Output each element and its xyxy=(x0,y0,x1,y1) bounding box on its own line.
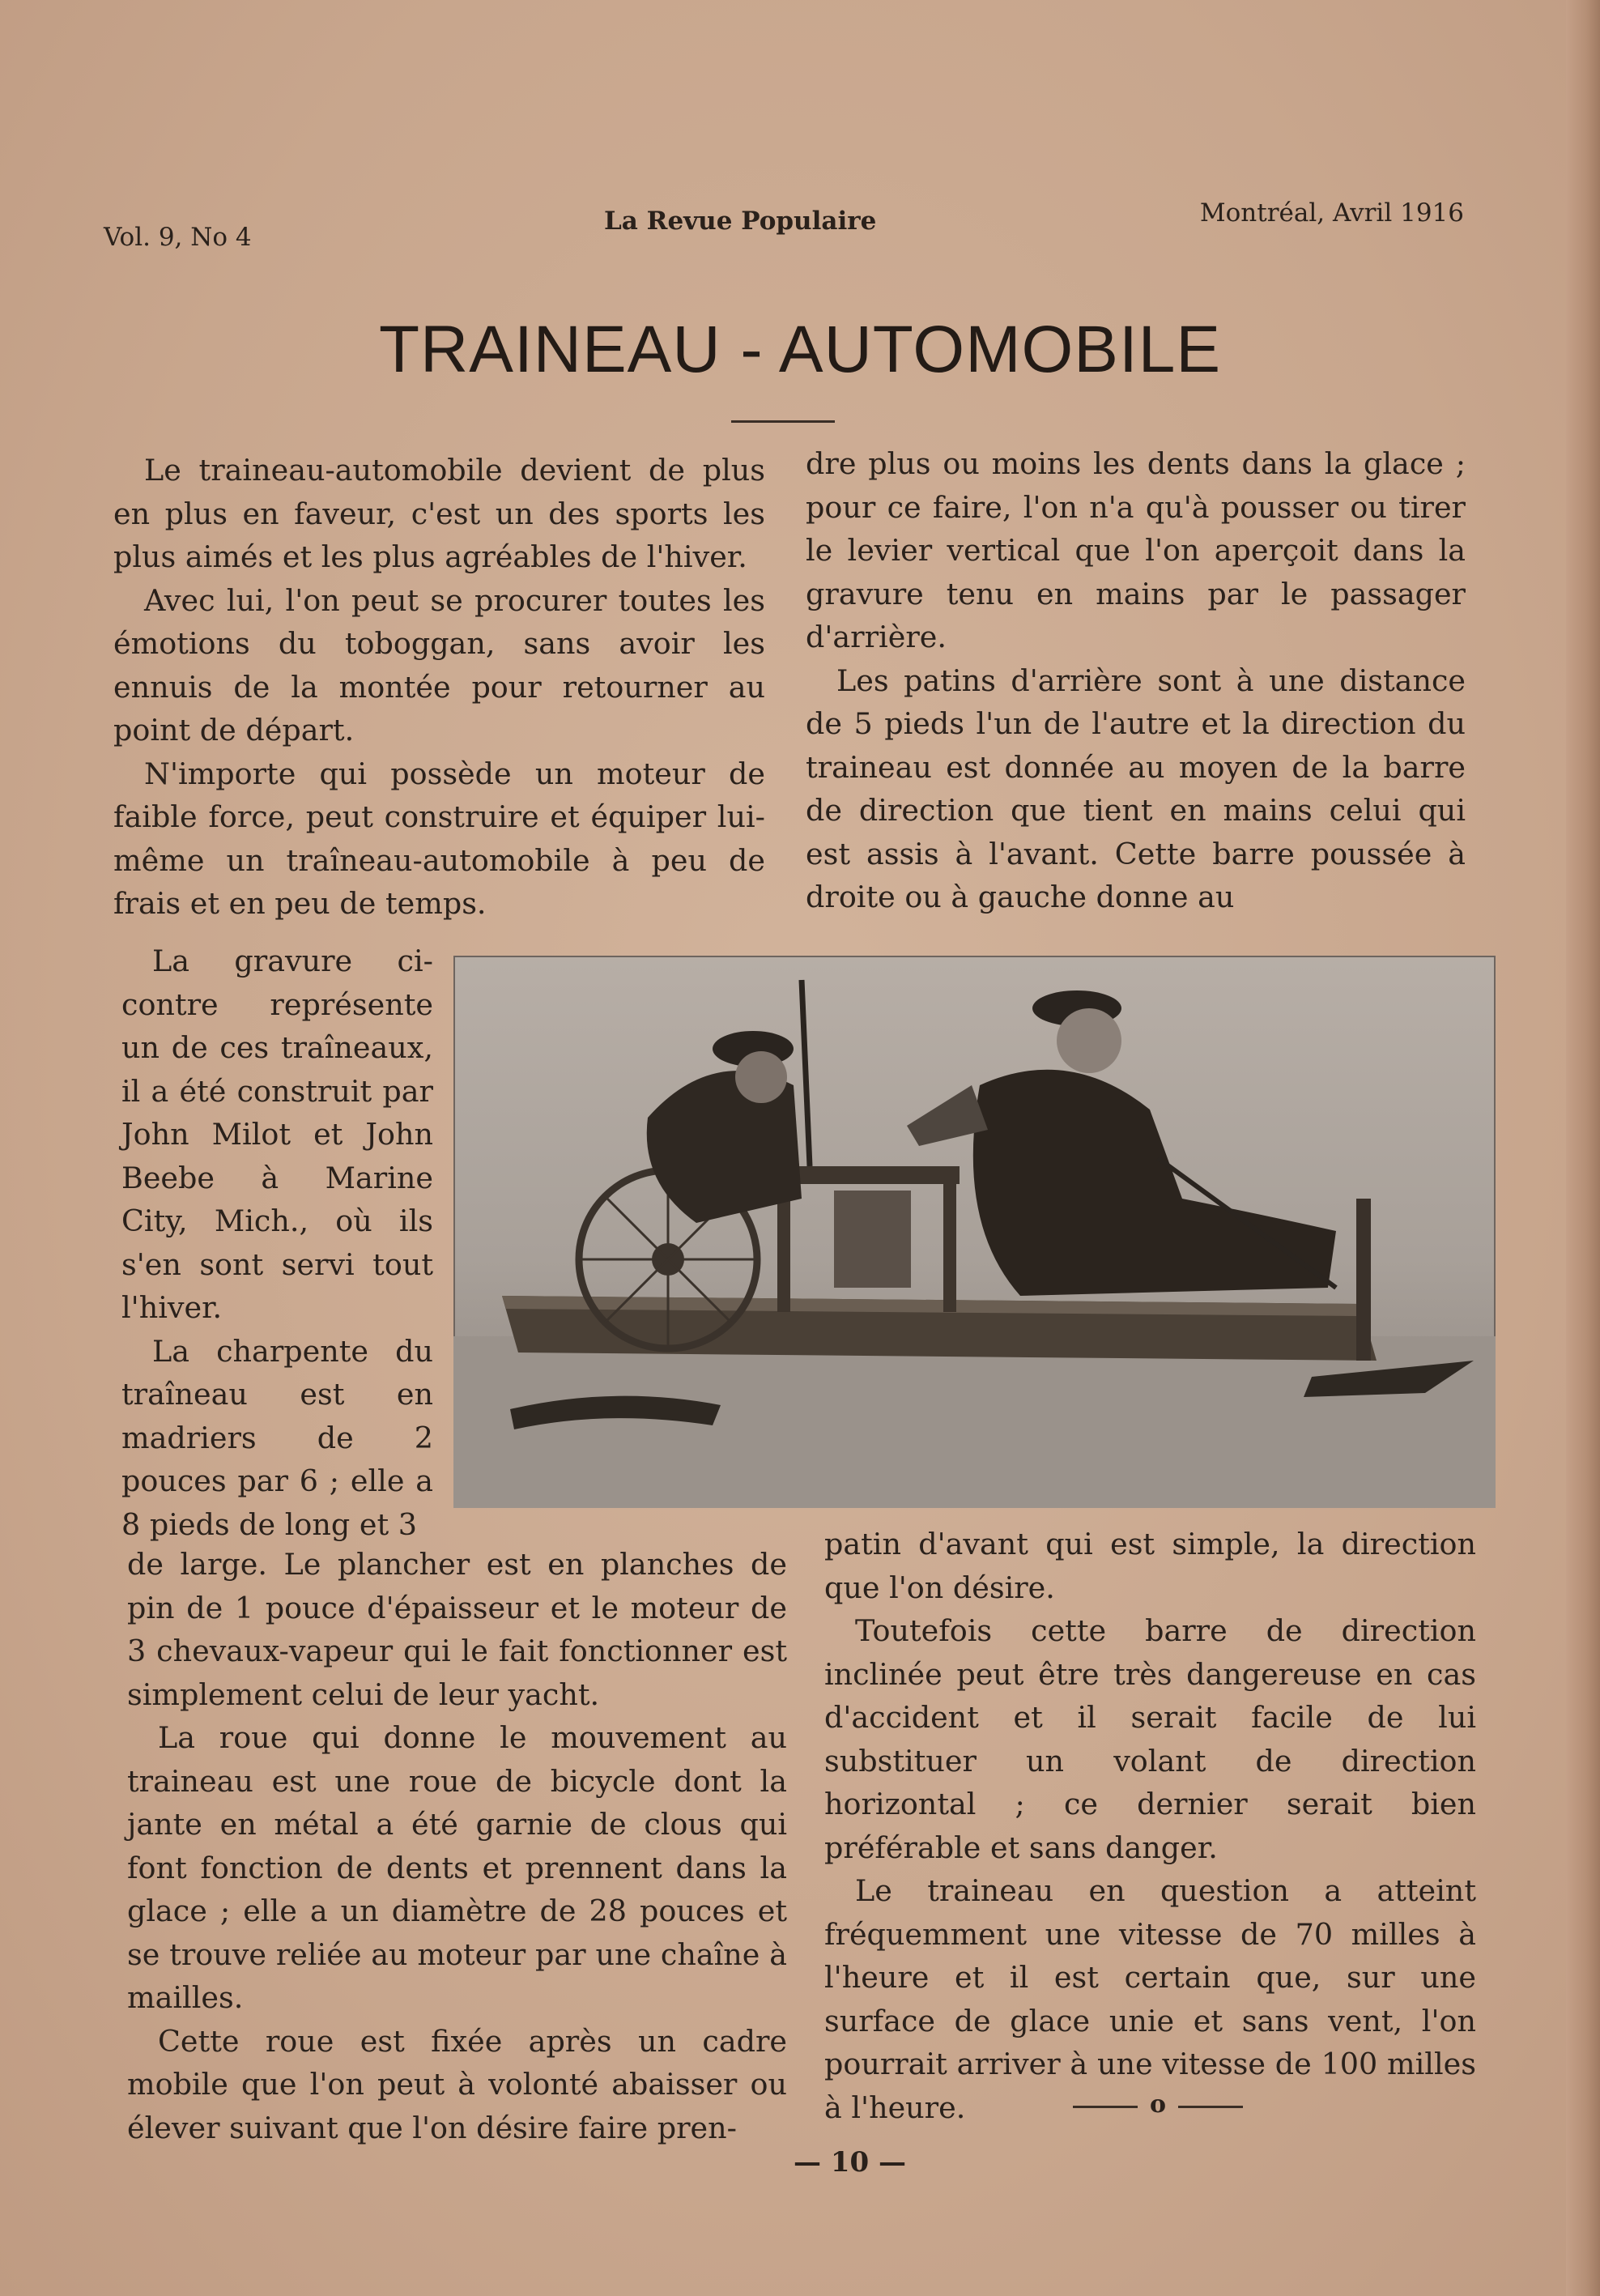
volume-label: Vol. 9, No 4 xyxy=(104,223,252,252)
place-date: Montréal, Avril 1916 xyxy=(1199,198,1464,228)
column-narrow xyxy=(121,939,433,1546)
paragraph: N'importe qui possède un moteur de faible force, peut construire et équiper lui-même un traîneau-automobile à peu de frais et en peu de temps. xyxy=(113,756,765,921)
end-separator xyxy=(1073,2090,1243,2119)
paragraph: Le traineau en question a atteint fréquemment une vitesse de 70 milles à l'heure et il est certain que, sur une surface de glace unie et sans vent, l'on pourrait arriver à une vitesse de 100 milles à l'heure. xyxy=(824,1873,1476,2125)
separator-line xyxy=(1178,2106,1243,2108)
paragraph: Toutefois cette barre de direction inclinée peut être très dangereuse en cas d'accident et il serait facile de lui substituer un volant de direction horizontal ; ce dernier serait bien préférable et sans danger. xyxy=(824,1613,1476,1865)
paragraph: patin d'avant qui est simple, la direction que l'on désire. xyxy=(824,1527,1476,1605)
paragraph: dre plus ou moins les dents dans la glace ; pour ce faire, l'on n'a qu'à pousser ou tirer le levier vertical que l'on aperçoit dans la gravure tenu en mains par le passager d'arrière. xyxy=(806,446,1466,654)
separator-mark: o xyxy=(1150,2090,1167,2119)
column-right-bottom xyxy=(824,1523,1476,2129)
column-left-bottom xyxy=(127,1543,787,2149)
paragraph: Le traineau-automobile devient de plus en plus en faveur, c'est un des sports les plus aimés et les plus agréables de l'hiver. xyxy=(113,453,765,574)
article-title: TRAINEAU - AUTOMOBILE xyxy=(378,313,1222,386)
photo-illustration xyxy=(453,956,1496,1508)
page-number: — 10 — xyxy=(794,2146,906,2179)
paragraph: La charpente du traîneau est en madriers de 2 pouces par 6 ; elle a 8 pieds de long et 3 xyxy=(121,1333,433,1542)
paragraph: Les patins d'arrière sont à une distance de 5 pieds l'un de l'autre et la direction du traineau est donnée au moyen de la barre de direction que tient en mains celui qui est assis à l'avant. Cette barre poussée à droite ou à gauche donne au xyxy=(806,662,1466,914)
running-head xyxy=(104,198,1464,252)
column-right-top xyxy=(806,442,1466,919)
paragraph: Avec lui, l'on peut se procurer toutes les émotions du toboggan, sans avoir les ennuis de la montée pour retourner au point de départ. xyxy=(113,582,765,748)
publication-name: La Revue Populaire xyxy=(604,207,877,236)
photo-ice-sled xyxy=(453,956,1496,1508)
paragraph: de large. Le plancher est en planches de pin de 1 pouce d'épaisseur et le moteur de 3 chevaux-vapeur qui le fait fonctionner est simplement celui de leur yacht. xyxy=(127,1547,787,1712)
paragraph: Cette roue est fixée après un cadre mobile que l'on peut à volonté abaisser ou élever suivant que l'on désire faire pren- xyxy=(127,2023,787,2145)
title-rule xyxy=(731,420,835,423)
column-left-top xyxy=(113,449,765,926)
separator-line xyxy=(1073,2106,1138,2108)
paragraph: La roue qui donne le mouvement au traineau est une roue de bicycle dont la jante en métal a été garnie de clous qui font fonction de dents et prennent dans la glace ; elle a un diamètre de 28 pouces et se trouve reliée au moteur par une chaîne à mailles. xyxy=(127,1720,787,2015)
paragraph: La gravure ci-contre représente un de ces traîneaux, il a été construit par John Milot et John Beebe à Marine City, Mich., où ils s'en sont servi tout l'hiver. xyxy=(121,944,433,1325)
